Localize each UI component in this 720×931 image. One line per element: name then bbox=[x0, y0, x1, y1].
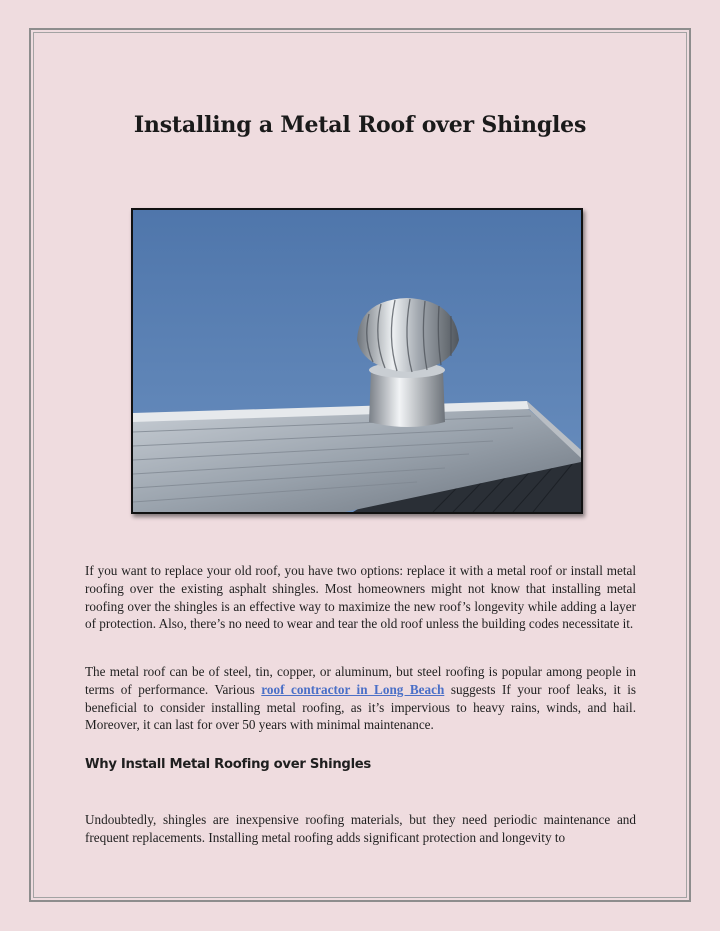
roof-vent-photo bbox=[131, 208, 583, 514]
section-heading: Why Install Metal Roofing over Shingles bbox=[85, 757, 371, 772]
metal-types-paragraph bbox=[85, 663, 636, 734]
roof-contractor-link[interactable]: roof contractor in Long Beach bbox=[261, 681, 445, 697]
why-install-paragraph: Undoubtedly, shingles are inexpensive roofing materials, but they need periodic maintenance and frequent replacements. Installing metal roofing adds significant protection and longevity to bbox=[85, 812, 636, 845]
page-title: Installing a Metal Roof over Shingles bbox=[133, 112, 587, 138]
paragraph-text: The metal roof can be of steel, tin, copper, or aluminum, but steel roofing is popular among people in terms of performance. Various bbox=[85, 664, 636, 697]
intro-paragraph: If you want to replace your old roof, you have two options: replace it with a metal roof or install metal roofing over the existing asphalt shingles. Most homeowners might not know that installing metal roofing over the shingles is an effective way to maximize the new roof’s longevity while adding a layer of protection. Also, there’s no need to wear and tear the old roof unless the building codes necessitate it. bbox=[85, 563, 636, 632]
paragraph-text: suggests If your roof leaks, it is beneficial to consider installing metal roofing, as it’s impervious to heavy rains, winds, and hail. Moreover, it can last for over 50 years with minimal maintenance. bbox=[85, 681, 637, 733]
